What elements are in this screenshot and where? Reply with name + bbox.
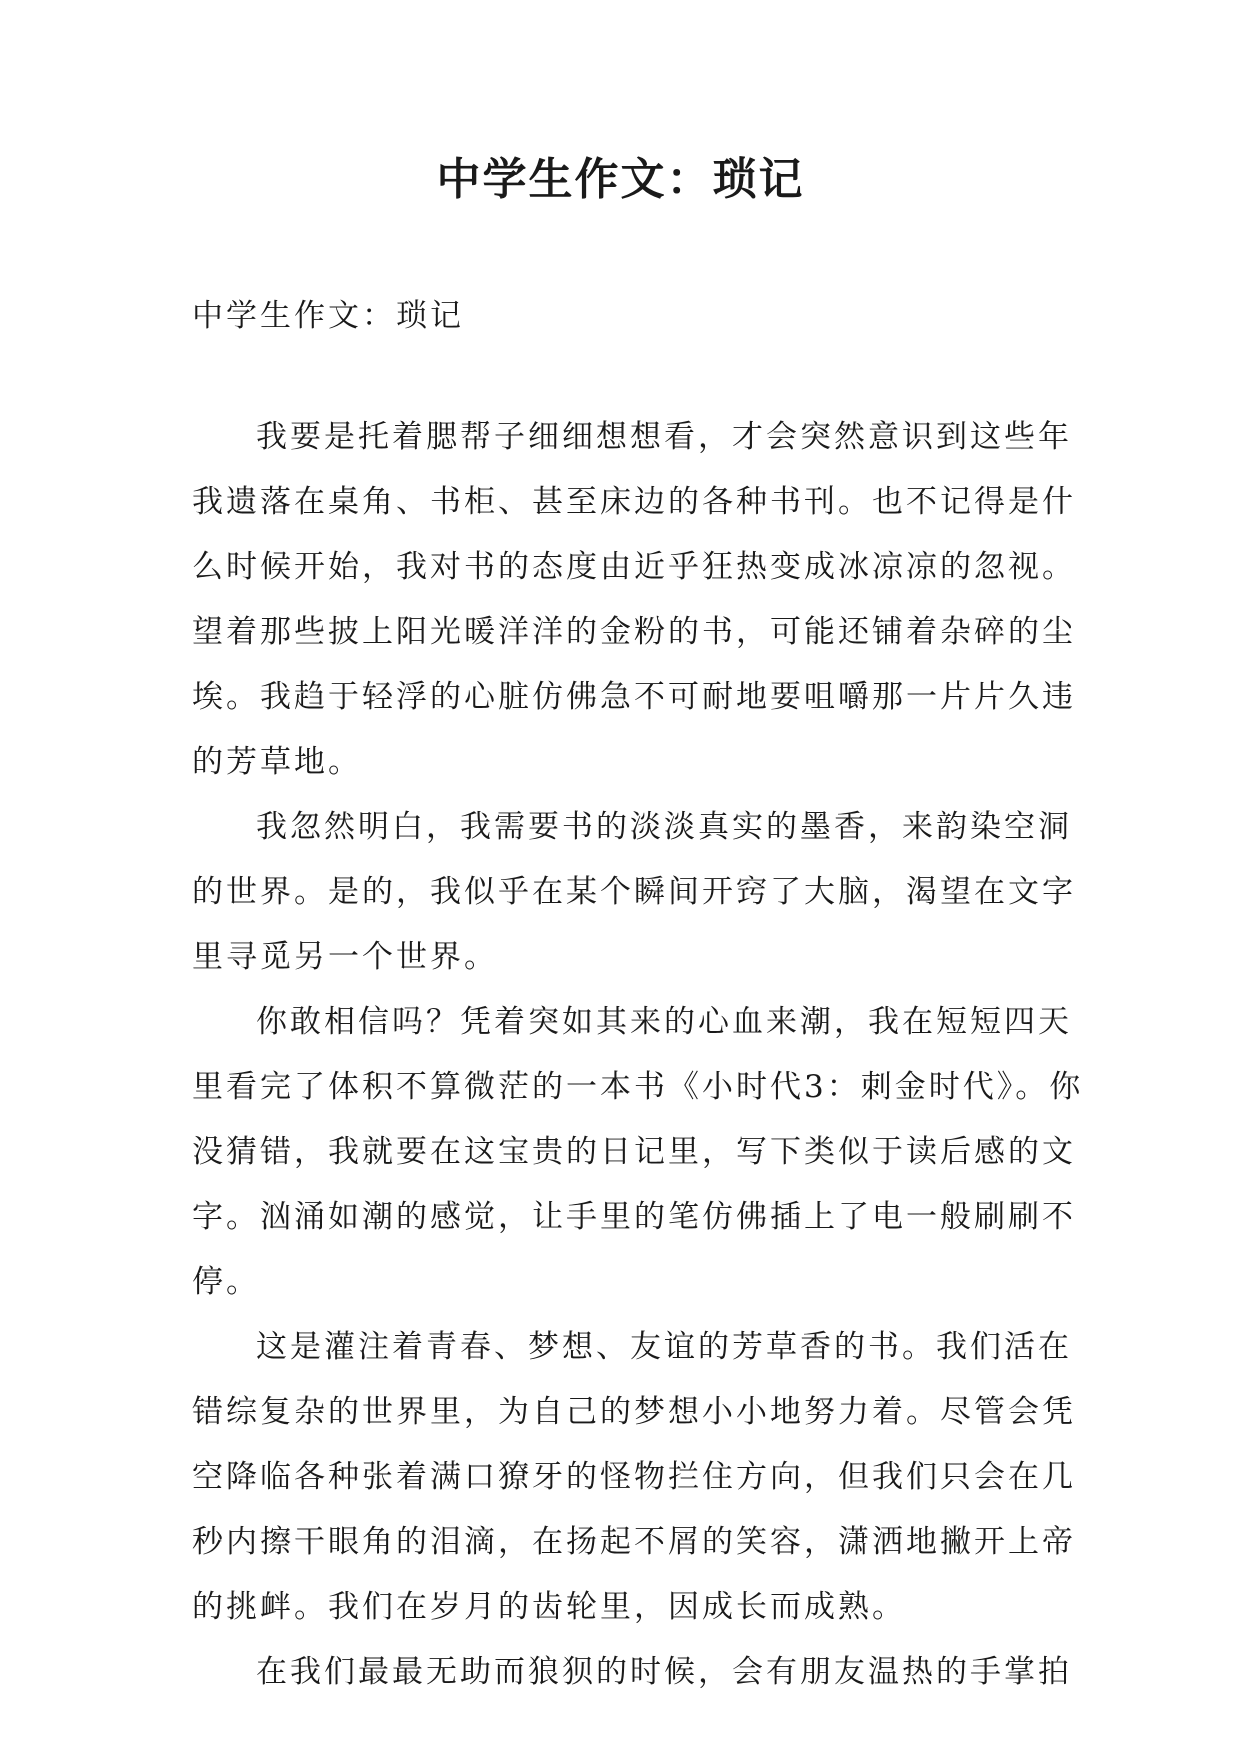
- paragraph-line: 的世界。是的，我似乎在某个瞬间开窍了大脑，渴望在文字: [192, 874, 1076, 910]
- paragraph-line: 我忽然明白，我需要书的淡淡真实的墨香，来韵染空洞: [256, 809, 1072, 845]
- paragraph-line: 我遗落在桌角、书柜、甚至床边的各种书刊。也不记得是什: [192, 484, 1076, 520]
- paragraph-line: 望着那些披上阳光暖洋洋的金粉的书，可能还铺着杂碎的尘: [192, 614, 1076, 650]
- paragraph-line: 你敢相信吗？凭着突如其来的心血来潮，我在短短四天: [256, 1004, 1072, 1040]
- paragraph-line: 秒内擦干眼角的泪滴，在扬起不屑的笑容，潇洒地撇开上帝: [192, 1524, 1076, 1560]
- paragraph-line: 空降临各种张着满口獠牙的怪物拦住方向，但我们只会在几: [192, 1459, 1076, 1495]
- paragraph-line: 在我们最最无助而狼狈的时候，会有朋友温热的手掌拍: [256, 1654, 1072, 1690]
- paragraph: [192, 795, 1076, 990]
- paragraph: [192, 1315, 1076, 1640]
- paragraph-line: 的挑衅。我们在岁月的齿轮里，因成长而成熟。: [192, 1589, 906, 1625]
- paragraph-line: 字。汹涌如潮的感觉，让手里的笔仿佛插上了电一般刷刷不: [192, 1199, 1076, 1235]
- paragraph-line: 里看完了体积不算微茫的一本书《小时代3：刺金时代》。你: [192, 1069, 1084, 1105]
- document-subtitle: 中学生作文：琐记: [192, 298, 464, 334]
- paragraph-line: 的芳草地。: [192, 744, 362, 780]
- paragraph-line: 没猜错，我就要在这宝贵的日记里，写下类似于读后感的文: [192, 1134, 1076, 1170]
- paragraph: [192, 1640, 1072, 1705]
- paragraph-line: 里寻觅另一个世界。: [192, 939, 498, 975]
- paragraph: [192, 405, 1076, 795]
- document-title: 中学生作文：琐记: [436, 154, 805, 205]
- paragraph-line: 停。: [192, 1264, 260, 1300]
- document-body: [192, 405, 1084, 1705]
- paragraph-line: 这是灌注着青春、梦想、友谊的芳草香的书。我们活在: [256, 1329, 1072, 1365]
- paragraph: [192, 990, 1084, 1315]
- paragraph-line: 埃。我趋于轻浮的心脏仿佛急不可耐地要咀嚼那一片片久违: [192, 679, 1076, 715]
- paragraph-line: 么时候开始，我对书的态度由近乎狂热变成冰凉凉的忽视。: [192, 549, 1076, 585]
- paragraph-line: 我要是托着腮帮子细细想想看，才会突然意识到这些年: [256, 419, 1072, 455]
- paragraph-line: 错综复杂的世界里，为自己的梦想小小地努力着。尽管会凭: [192, 1394, 1076, 1430]
